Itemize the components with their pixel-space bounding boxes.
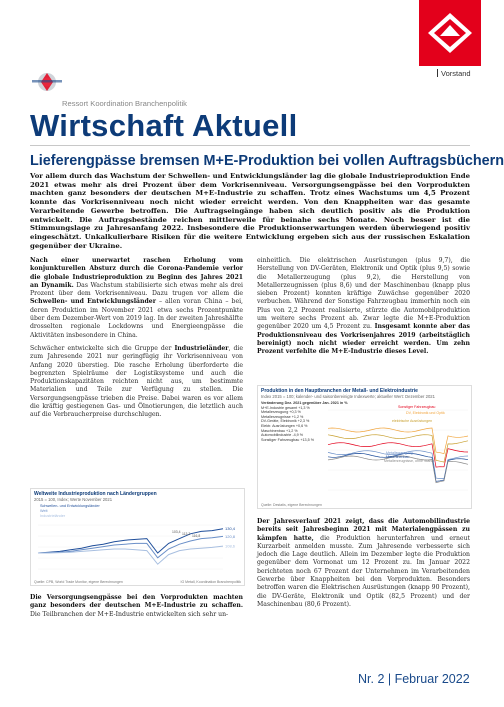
left-column [30, 257, 243, 425]
legend-entry: Metallerzeugung +0,3 % [261, 410, 301, 415]
series-label: Metallerzeugung [386, 451, 413, 455]
diamond-logo-icon [427, 12, 473, 54]
text: Schwächer entwickelte sich die Gruppe der [30, 344, 175, 352]
bold-text: Die Versorgungsengpässe bei den Vorprodukten machten ganz besonders der deutschen M+E-Industrie zu schaffen. [30, 594, 243, 610]
series-label: Schwellen- und Entwicklungsländer [40, 504, 100, 508]
publication-title: Wirtschaft Aktuell [30, 108, 298, 143]
series-label: Sonstiger Fahrzeugbau [398, 405, 436, 409]
series-label: Industrieländer [40, 514, 66, 518]
legend-header: Veränderung Dez. 2021 gegenüber Jan. 2021 in % [261, 401, 348, 405]
series-label: elektrische Ausrüstungen [392, 419, 433, 423]
legend-entry: Elektr. Ausrüstungen +0,6 % [261, 423, 308, 428]
chart-title: Weltweite Industrieproduktion nach Ländergruppen [34, 491, 157, 497]
chart-subtitle: Index 2015 = 100; kalender- und saisonbereinigte Indexwerte; aktueller Wert: Dezember 2021 [261, 394, 435, 399]
text: Das Wachstum stabilisierte sich etwas mehr als drei Prozent über dem Vorkrisenniveau. Dazu trugen vor allem die [30, 281, 243, 298]
left-column-bottom [30, 594, 243, 624]
end-label: 108,6 [225, 543, 236, 549]
legend-entry: M+E-Industrie gesamt +1,3 % [261, 405, 310, 410]
bold-text: Schwellen- und Entwicklungsländer [30, 298, 156, 306]
chart-source: Quelle: Destatis, eigene Berechnungen [261, 503, 322, 507]
chart-plot [326, 400, 470, 502]
legend-entry: DV-Geräte, Elektronik +2,3 % [261, 419, 310, 424]
chart-world-production [30, 488, 245, 586]
annotation: 116,8 [192, 534, 201, 538]
end-label: 130,4 [225, 526, 236, 532]
chart-source: Quelle: CPB, World Trade Monitor, eigene Berechnungen [34, 580, 123, 584]
article-headline: Lieferengpässe bremsen M+E-Produktion bei vollen Auftragsbüchern [30, 153, 504, 169]
paragraph [30, 345, 243, 420]
text: Die Teilbranchen der M+E-Industrie entwickelten sich sehr un- [30, 610, 229, 618]
bold-text: Der Jahresverlauf 2021 zeigt, dass die Automobilindustrie bereits seit Jahresbeginn 2021 mit Materialengpässen zu kämpfen hatte, [257, 518, 470, 542]
right-column [257, 257, 470, 362]
series-label: Welt [40, 509, 48, 513]
bold-text: Nach einer unerwartet raschen Erholung vom konjunkturellen Absturz durch die Corona-Pandemie verlor die globale Industrieproduktion zu Beginn des Jahres 2021 an Dynamik. [30, 257, 243, 289]
series-label: Metallerzeugnisse, ohne Stahlb. [384, 459, 436, 463]
text: , die zum Jahresende 2021 nur geringfügig ihr Vorkrisenniveau von Anfang 2020 überstieg. Die rasche Erholung überforderte die begrenzten Spielräume der Logistiksysteme und auch die Produktionskapazitäten reichten nicht aus, um bestimmte Materialien und Teile zur Verfügung zu stellen. Die Versorgungsengpässe trieben die Preise. Dabei waren es vor allem die kräftig gestiegenen Gas- und Ölnotierungen, die letztlich auch auf die Verbraucherpreise durchschlugen. [30, 344, 243, 419]
article-lead: Vor allem durch das Wachstum der Schwellen- und Entwicklungsländer lag die globale Industrieproduktion Ende 2021 etwas mehr als drei Prozent über dem Vorkrisenniveau. Versorgungsengpässe bei den Vorprodukten machten ganz besonders der deutschen M+E-Industrie zu schaffen. Trotz eines Wachstums um 4,5 Prozent konnte das Vorkrisenniveau noch nicht wieder erreicht werden. Von den Knappheiten war das gesamte Verarbeitende Gewerbe betroffen. Die Auftragseingänge haben sich deutlich positiv als die Produktion entwickelt. Die Auftragsbestände reichen mittlerweile für beinahe sechs Monate. Noch besser ist die Stimmungslage zu Jahresanfang 2022. Insbesondere die Produktionserwartungen werden überwiegend positiv eingeschätzt. Unkalkulierbare Risiken für die weitere Entwicklung ergeben sich aus der russischen Eskalation gegenüber der Ukraine. [30, 172, 470, 250]
paragraph [30, 257, 243, 340]
chart-title: Produktion in den Hauptbranchen der Metall- und Elektroindustrie [261, 388, 418, 394]
ressort-gear-icon [30, 70, 66, 98]
paragraph [257, 518, 470, 609]
chart-plot [32, 503, 243, 579]
series-label: DV, Elektronik und Optik [406, 411, 445, 415]
legend-rows [261, 405, 325, 442]
text: die Produktion herunterfahren und erneut Kurzarbeit anmelden musste. Zum Jahresende verbesserte sich jedoch die Lage deutlich. Allein im Dezember legte die Produktion gegenüber dem Vormonat um 12 Prozent zu. Im Januar 2022 berichteten noch 67 Prozent der Unternehmen im Verarbeitenden Gewerbe über Knappheiten bei den Vorprodukten. Besonders betroffen waren die Elektrischen Ausrüstungen (knapp 90 Prozent), die DV-Geräte, Elektronik und Optik (82,5 Prozent) und der Maschinenbau (80,6 Prozent). [257, 534, 470, 608]
legend-list [261, 401, 348, 442]
legend-entry: Automobilindustrie -4,9 % [261, 433, 304, 438]
end-label: 120,8 [225, 533, 236, 539]
issue-label: Nr. 2 | Februar 2022 [358, 672, 470, 686]
paragraph [30, 594, 243, 619]
legend-entry: Maschinenbau +1,2 % [261, 428, 298, 433]
divider [30, 145, 470, 146]
right-column-bottom [257, 518, 470, 614]
chart-source-right: IG Metall, Koordination Branchenpolitik [180, 580, 241, 584]
series-line [38, 546, 223, 564]
bold-text: Industrieländer [174, 344, 229, 352]
text: einheitlich. Die elektrischen Ausrüstungen (plus 9,7), die Herstellung von DV-Geräten, Elektronik und Optik (plus 9,5) sowie die Metallerzeugung (plus 9,2), die Herstellung von Metallerzeugnissen (plus 8,6) und der Maschinenbau (knapp plus sieben Prozent) konnten kräftige Zuwächse gegenüber 2020 verbuchen. Während der Sonstige Fahrzeugbau immerhin noch ein Plus von 2,2 Prozent realisierte, stürzte die Automobilproduktion um weitere sechs Prozent ab. Zwar legte die M+E-Produktion gegenüber 2020 um 4,5 Prozent zu. [257, 257, 470, 331]
department-label: Ressort Koordination Branchenpolitik [62, 99, 187, 108]
igmetall-logo [419, 0, 481, 66]
annotation: 103,4 [172, 530, 181, 534]
text: – allen voran China – bei, deren Produktion im November 2021 etwa sechs Prozentpunkte über dem Dezember-Wert von 2019 lag. In der zweiten Jahreshälfte drosselten regionale Lockdowns und Energieengpässe die Aktivitäten insbesondere in China. [30, 298, 243, 339]
org-unit-label: Vorstand [437, 69, 471, 78]
bold-text: Insgesamt konnte aber das Produktionsniveau des Vorkrisenjahres 2019 (arbeitstäglich bereinigt) noch nicht wieder erreicht werden. Um zehn Prozent verfehlte die M+E-Industrie dieses Level. [257, 323, 470, 356]
chart-me-branches [257, 385, 472, 509]
paragraph [257, 257, 470, 357]
chart-subtitle: 2015 = 100, Index; Werte November 2021 [34, 497, 113, 502]
series-label: Maschinenbau [386, 455, 410, 459]
legend-entry: Metallerzeugnisse +1,2 % [261, 414, 304, 419]
annotation: 113,2 [182, 532, 191, 536]
legend-entry: Sonstiger Fahrzeugbau +13,5 % [261, 437, 314, 442]
